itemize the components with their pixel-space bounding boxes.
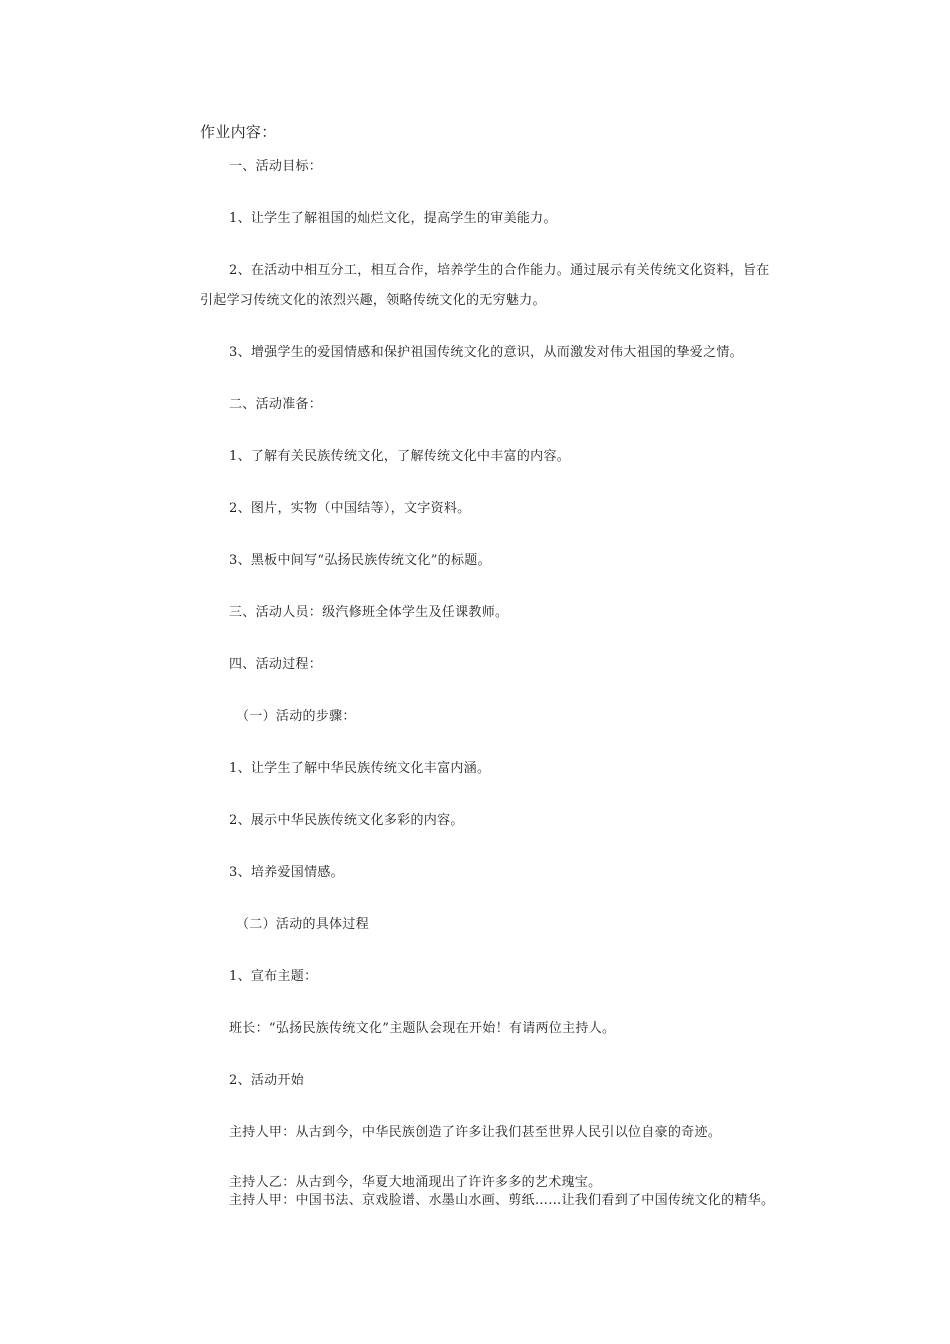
detail-step-2: 2、活动开始 [229, 1073, 305, 1088]
step-item-1: 1、让学生了解中华民族传统文化丰富内涵。 [229, 761, 491, 776]
step-item-3: 3、培养爱国情感。 [229, 865, 344, 880]
preparation-item-3: 3、黑板中间写“弘扬民族传统文化”的标题。 [229, 553, 491, 568]
subsection-title-details: （二）活动的具体过程 [236, 917, 370, 932]
section-title-participants: 三、活动人员：级汽修班全体学生及任课教师。 [229, 605, 509, 620]
subsection-title-steps: （一）活动的步骤： [236, 709, 356, 724]
detail-step-1: 1、宣布主题： [229, 969, 318, 984]
page-heading: 作业内容： [200, 123, 277, 141]
preparation-item-2: 2、图片，实物（中国结等），文字资料。 [229, 501, 471, 516]
section-title-process: 四、活动过程： [229, 657, 323, 672]
host-a-line-1: 主持人甲：从古到今，中华民族创造了许多让我们甚至世界人民引以位自豪的奇迹。 [229, 1125, 722, 1140]
goal-item-2-line-1: 2、在活动中相互分工，相互合作，培养学生的合作能力。通过展示有关传统文化资料，旨在 [229, 263, 770, 278]
section-title-preparation: 二、活动准备： [229, 397, 323, 412]
step-item-2: 2、展示中华民族传统文化多彩的内容。 [229, 813, 464, 828]
section-title-goals: 一、活动目标： [229, 159, 323, 174]
monitor-line: 班长：“弘扬民族传统文化”主题队会现在开始！有请两位主持人。 [229, 1021, 616, 1036]
host-b-line-1: 主持人乙：从古到今，华夏大地涌现出了许许多多的艺术瑰宝。 [229, 1175, 602, 1190]
goal-item-1: 1、让学生了解祖国的灿烂文化，提高学生的审美能力。 [229, 211, 557, 226]
host-a-line-2: 主持人甲：中国书法、京戏脸谱、水墨山水画、剪纸……让我们看到了中国传统文化的精华。 [229, 1193, 775, 1208]
goal-item-3: 3、增强学生的爱国情感和保护祖国传统文化的意识，从而激发对伟大祖国的挚爱之情。 [229, 345, 743, 360]
goal-item-2-line-2: 引起学习传统文化的浓烈兴趣，领略传统文化的无穷魅力。 [200, 293, 546, 308]
preparation-item-1: 1、了解有关民族传统文化，了解传统文化中丰富的内容。 [229, 449, 571, 464]
